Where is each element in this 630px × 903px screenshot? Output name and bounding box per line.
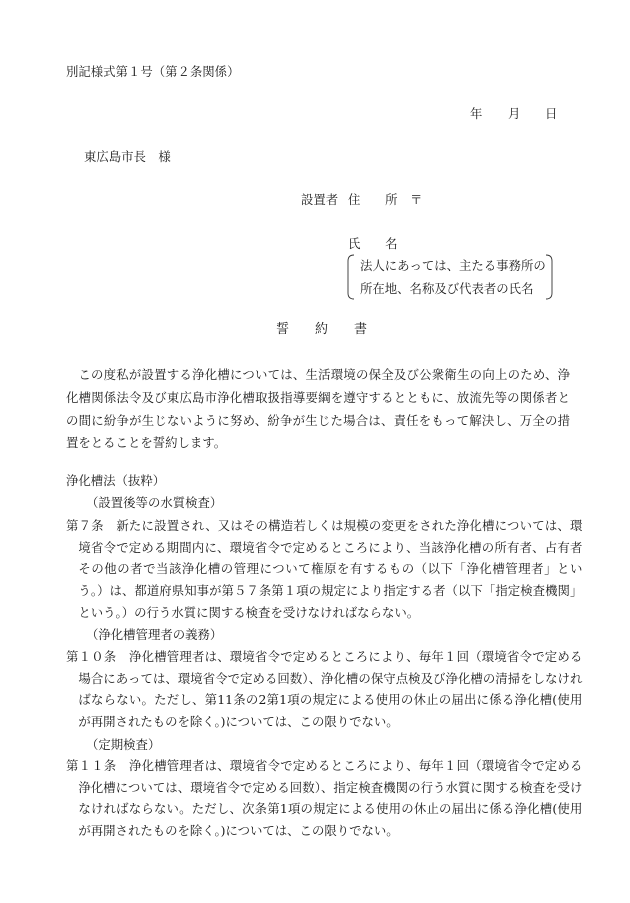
date-day: 日 (545, 106, 558, 121)
installer-label: 設置者 (301, 192, 339, 207)
recipient: 東広島市長 様 (84, 149, 171, 164)
article-10-caption: （浄化槽管理者の義務） (86, 627, 223, 642)
pledge-body: この度私が設置する浄化槽については、生活環境の保全及び公衆衛生の向上のため、浄化槽関係法令及び東広島市浄化槽取扱指導要綱を遵守するとともに、放流先等の関係者との間に紛争が生じないように努め、紛争が生じた場合は、責任をもって解決し、万全の措置をとることを誓約します。 (66, 367, 570, 451)
corporate-note-line-1: 法人にあっては、主たる事務所の (360, 258, 546, 273)
address-label: 住 所 (348, 192, 398, 207)
date-month: 月 (508, 106, 521, 121)
article-10-text: 第１０条 浄化槽管理者は、環境省令で定めるところにより、毎年１回（環境省令で定める場合にあっては、環境省令で定める回数）、浄化槽の保守点検及び浄化槽の清掃をしなければならない。ただし、第11条の2第1項の規定による使用の休止の届出に係る浄化槽(使用が再開されたものを除く。)については、この限りでない。 (66, 649, 583, 730)
article-11-text: 第１１条 浄化槽管理者は、環境省令で定めるところにより、毎年１回（環境省令で定める浄化槽については、環境省令で定める回数）、指定検査機関の行う水質に関する検査を受けなければならない。ただし、次条第1項の規定による使用の休止の届出に係る浄化槽(使用が再開されたものを除く。)については、この限りでない。 (66, 758, 583, 839)
form-label: 別記様式第１号（第２条関係） (66, 64, 240, 79)
article-7-caption: （設置後等の水質検査） (86, 495, 223, 510)
postal-mark: 〒 (410, 192, 423, 207)
date-year: 年 (470, 106, 483, 121)
article-11-caption: （定期検査） (86, 737, 161, 752)
article-7-text: 第７条 新たに設置され、又はその構造若しくは規模の変更をされた浄化槽については、環境省令で定める期間内に、環境省令で定めるところにより、当該浄化槽の所有者、占有者その他の者で当該浄化槽の管理について権原を有するもの（以下「浄化槽管理者」という。）は、都道府県知事が第５７条第１項の規定により指定する者（以下「指定検査機関」という。）の行う水質に関する検査を受けなければならない。 (66, 518, 583, 620)
corporate-note-line-2: 所在地、名称及び代表者の氏名 (360, 281, 534, 296)
name-label: 氏 名 (348, 236, 398, 251)
law-heading: 浄化槽法（抜粋） (66, 473, 166, 488)
document-title: 誓 約 書 (276, 322, 368, 337)
corporate-note-bracket (344, 254, 556, 300)
